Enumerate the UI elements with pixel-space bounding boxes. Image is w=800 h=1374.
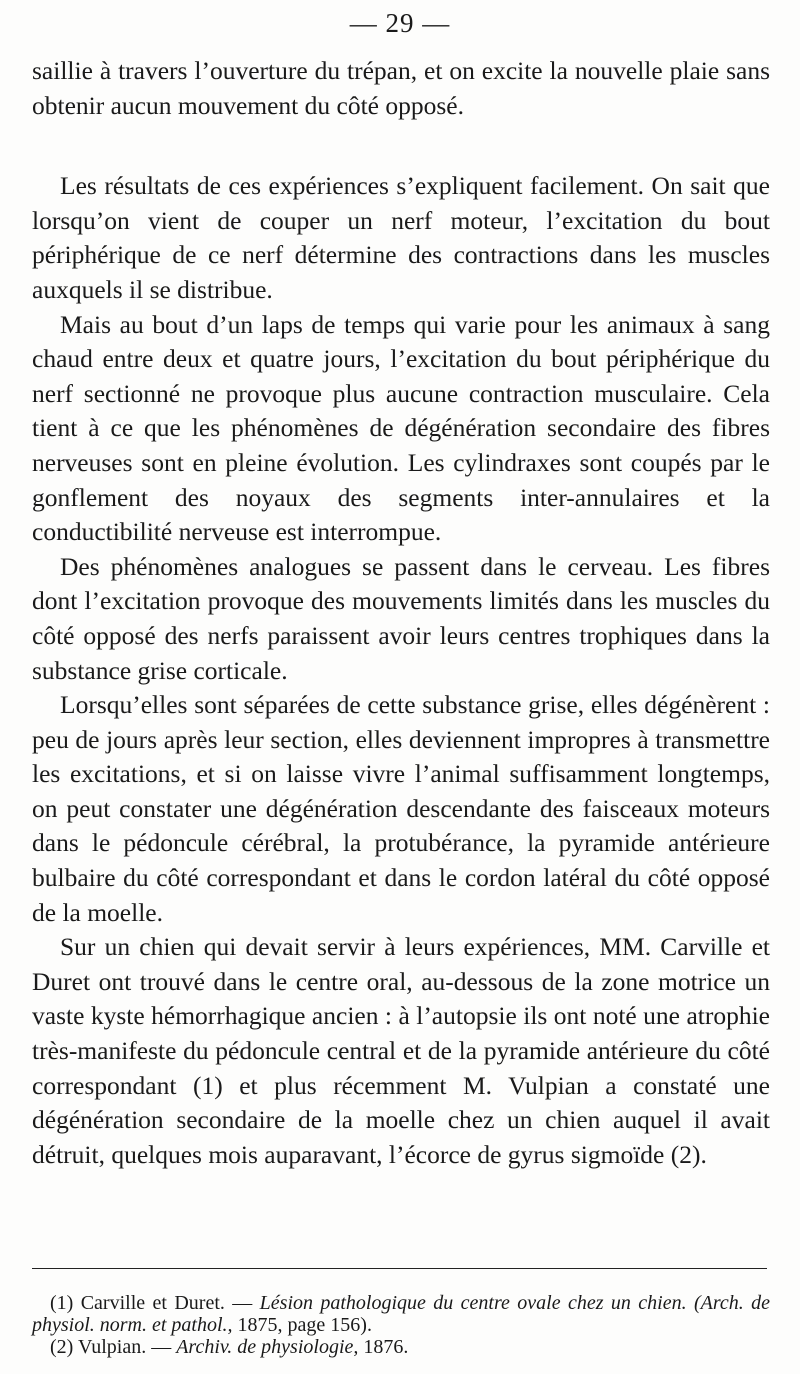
paragraph: saillie à travers l’ouverture du trépan, et on excite la nouvelle plaie sans obtenir aucun mouvement du côté opposé. [32,56,770,120]
footnotes [32,1292,770,1358]
paragraph: Lorsqu’elles sont séparées de cette substance grise, elles dégénèrent : peu de jours après leur section, elles deviennent impropres à transmettre les excitations, et si on laisse vivre l’animal suffisamment longtemps, on peut constater une dégénération descendante des faisceaux moteurs dans le pédoncule cérébral, la protubérance, la pyramide antérieure bulbaire du côté correspondant et dans le cordon latéral du côté opposé de la moelle. [32,690,770,927]
paragraph: Sur un chien qui devait servir à leurs expériences, MM. Carville et Duret ont trouvé dans le centre oral, au-dessous de la zone motrice un vaste kyste hémorrhagique ancien : à l’autopsie ils ont noté une atrophie très-manifeste du pédoncule central et de la pyramide antérieure du côté correspondant (1) et plus récemment M. Vulpian a constaté une dégénération secondaire de la moelle chez un chien auquel il avait détruit, quelques mois auparavant, l’écorce de gyrus sigmoïde (2). [32,932,770,1169]
footnote [32,1336,770,1358]
paragraph: Mais au bout d’un laps de temps qui varie pour les animaux à sang chaud entre deux et quatre jours, l’excitation du bout périphérique du nerf sectionné ne provoque plus aucune contraction musculaire. Cela tient à ce que les phénomènes de dégénération secondaire des fibres nerveuses sont en pleine évolution. Les cylindraxes sont coupés par le gonflement des noyaux des segments inter-annulaires et la conductibilité nerveuse est interrompue. [32,309,770,547]
paragraph: Des phénomènes analogues se passent dans le cerveau. Les fibres dont l’excitation provoque des mouvements limités dans les muscles du côté opposé des nerfs paraissent avoir leurs centres trophiques dans la substance grise corticale. [32,551,770,685]
footnote-detail: 1876. [363,1336,409,1358]
footnote-title: Archiv. de physiologie, [176,1336,359,1358]
footnote-author: Carville et Duret. — [80,1292,253,1314]
body-text [32,54,770,1172]
footnote [32,1292,770,1336]
page-number: — 29 — [349,8,451,38]
footnote-title: Lésion pathologique du centre ovale chez un chien. (Arch. de physiol. norm. et pathol., [32,1292,771,1336]
footnote-detail: 1875, page 156). [237,1314,372,1336]
footnote-marker: (1) [50,1292,74,1314]
paragraph: Les résultats de ces expériences s’expliquent facilement. On sait que lorsqu’on vient de couper un nerf moteur, l’excitation du bout périphérique de ce nerf détermine des contractions dans les muscles auxquels il se distribue. [32,171,770,304]
footnote-author: Vulpian. — [77,1336,172,1358]
footnote-divider [32,1268,767,1269]
footnote-marker: (2) [50,1336,74,1358]
